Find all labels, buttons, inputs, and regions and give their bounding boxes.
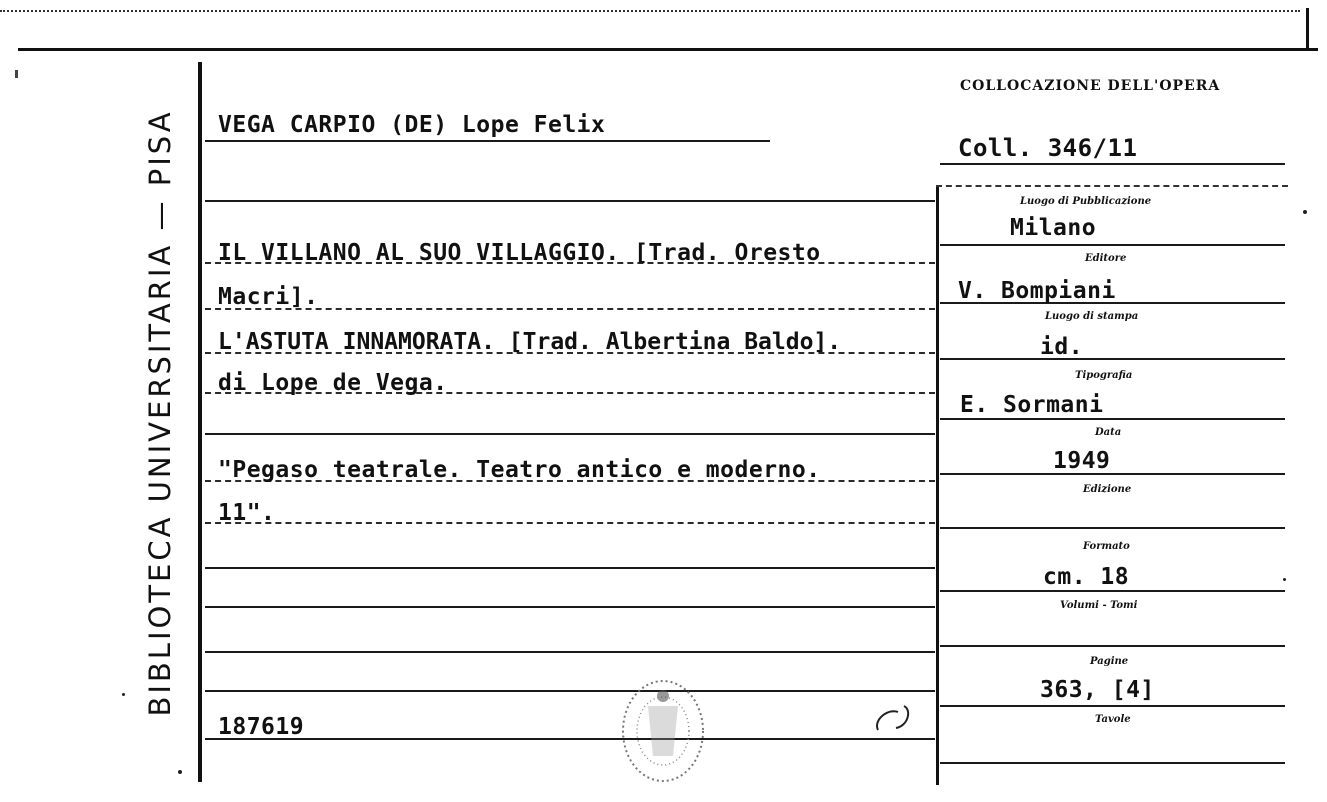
speck [178, 770, 182, 774]
body-rule [205, 606, 935, 608]
right-rule [940, 358, 1285, 360]
right-rule [940, 645, 1285, 647]
body-rule [205, 651, 935, 653]
title-line: Macri]. [218, 284, 319, 310]
handwritten-mark-icon [868, 700, 918, 740]
series-line: "Pegaso teatrale. Teatro antico e moderno. [218, 457, 821, 483]
body-rule [205, 738, 935, 740]
title-line: di Lope de Vega. [218, 370, 448, 396]
speck [122, 693, 125, 696]
body-rule [205, 567, 935, 569]
series-line: 11". [218, 500, 276, 526]
right-rule [940, 418, 1285, 420]
left-margin-rule [198, 62, 202, 782]
field-label-pages: Pagine [1090, 656, 1129, 667]
field-value-publication-place: Milano [1010, 215, 1097, 241]
right-rule [940, 244, 1285, 246]
field-label-print-place: Luogo di stampa [1045, 311, 1139, 322]
institution-side-label: BIBLIOTECA UNIVERSITARIA — PISA [143, 109, 177, 717]
field-value-date: 1949 [1053, 448, 1111, 474]
title-line: IL VILLANO AL SUO VILLAGGIO. [Trad. Oresto [218, 240, 821, 266]
right-column-rule [936, 185, 939, 785]
right-rule [940, 473, 1285, 475]
field-value-format: cm. 18 [1043, 564, 1130, 590]
speck [1283, 578, 1286, 581]
field-label-volumes: Volumi - Tomi [1060, 600, 1138, 611]
top-border-line [0, 10, 1300, 12]
right-rule [940, 590, 1285, 592]
field-label-plates: Tavole [1095, 714, 1131, 725]
top-border-line-2 [18, 48, 1318, 51]
body-rule [205, 140, 770, 142]
library-stamp-icon [618, 676, 708, 786]
field-value-publisher: V. Bompiani [958, 278, 1116, 304]
field-value-printer: E. Sormani [960, 392, 1104, 418]
field-label-format: Formato [1083, 541, 1130, 552]
field-label-publisher: Editore [1085, 253, 1127, 264]
body-rule [205, 522, 935, 524]
right-rule [940, 163, 1285, 165]
right-column-top-rule [936, 185, 1288, 187]
speck [1303, 210, 1307, 214]
field-label-date: Data [1095, 427, 1122, 438]
right-rule [940, 705, 1285, 707]
right-rule [940, 527, 1285, 529]
collocation-header: COLLOCAZIONE DELL'OPERA [960, 78, 1221, 94]
title-line: L'ASTUTA INNAMORATA. [Trad. Albertina Baldo]. [218, 329, 842, 355]
right-rule [940, 762, 1285, 764]
field-value-print-place: id. [1040, 334, 1084, 360]
author-heading: VEGA CARPIO (DE) Lope Felix [218, 112, 606, 138]
collocation-number: Coll. 346/11 [958, 134, 1138, 162]
field-label-edition: Edizione [1083, 484, 1132, 495]
body-rule [205, 433, 935, 435]
field-label-printer: Tipografia [1075, 370, 1133, 381]
top-right-mark [1306, 8, 1309, 48]
field-value-pages: 363, [4] [1040, 677, 1155, 703]
field-label-publication-place: Luogo di Pubblicazione [1020, 196, 1152, 207]
speck [15, 70, 18, 78]
inventory-number: 187619 [218, 714, 305, 740]
body-rule [205, 690, 935, 692]
body-rule [205, 200, 935, 202]
